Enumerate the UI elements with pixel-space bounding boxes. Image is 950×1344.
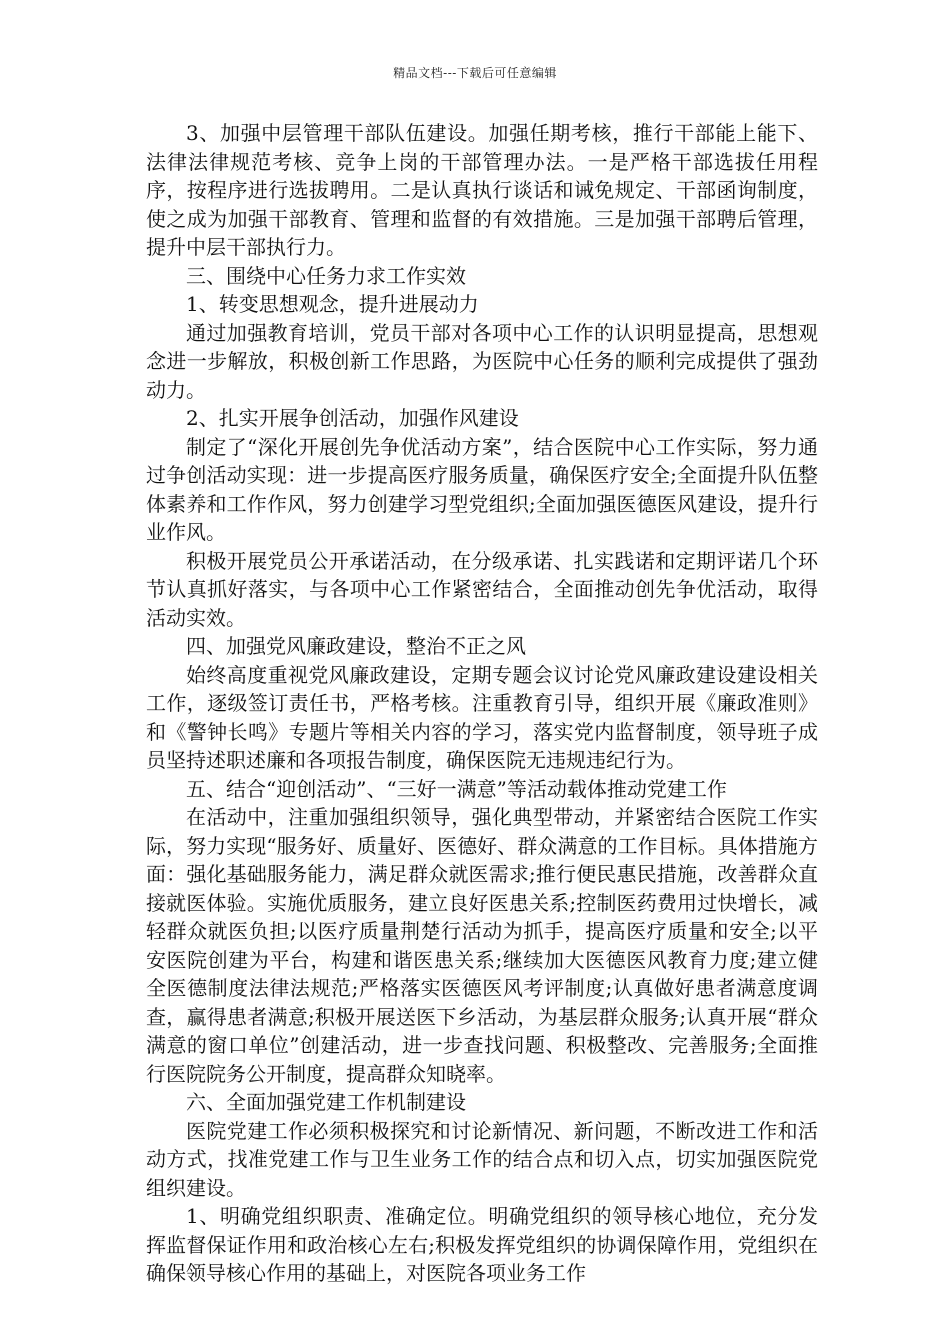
- section-heading: 六、全面加强党建工作机制建设: [186, 1090, 466, 1114]
- paragraph: 积极开展党员公开承诺活动，在分级承诺、扎实践诺和定期评诺几个环节认真抓好落实，与各项中心工作紧密结合，全面推动创先争优活动，取得活动实效。: [146, 548, 818, 630]
- paragraph: 3、加强中层管理干部队伍建设。加强任期考核，推行干部能上能下、法律法律规范考核、竞争上岗的干部管理办法。一是严格干部选拔任用程序，按程序进行选拔聘用。二是认真执行谈话和诫免规定、干部函询制度，使之成为加强干部教育、管理和监督的有效措施。三是加强干部聘后管理，提升中层干部执行力。: [146, 121, 818, 259]
- paragraph: 在活动中，注重加强组织领导，强化典型带动，并紧密结合医院工作实际，努力实现“服务好、质量好、医德好、群众满意的工作目标。具体措施方面：强化基础服务能力，满足群众就医需求;推行便民惠民措施，改善群众直接就医体验。实施优质服务，建立良好医患关系;控制医药费用过快增长，减轻群众就医负担;以医疗质量荆楚行活动为抓手，提高医疗质量和安全;以平安医院创建为平台，构建和谐医患关系;继续加大医德医风教育力度;建立健全医德制度法律法规范;严格落实医德医风考评制度;认真做好患者满意度调查，赢得患者满意;积极开展送医下乡活动，为基层群众服务;认真开展“群众满意的窗口单位”创建活动，进一步查找问题、积极整改、完善服务;全面推行医院院务公开制度，提高群众知晓率。: [146, 805, 818, 1086]
- subsection-heading: 1、转变思想观念，提升进展动力: [186, 292, 479, 316]
- section-heading: 三、围绕中心任务力求工作实效: [186, 263, 466, 288]
- section-heading: 五、结合“迎创活动”、“三好一满意”等活动载体推动党建工作: [186, 776, 727, 801]
- subsection-heading: 2、扎实开展争创活动，加强作风建设: [186, 406, 519, 430]
- paragraph: 1、明确党组织职责、准确定位。明确党组织的领导核心地位，充分发挥监督保证作用和政治核心左右;积极发挥党组织的协调保障作用，党组织在确保领导核心作用的基础上，对医院各项业务工作: [146, 1204, 818, 1285]
- paragraph: 始终高度重视党风廉政建设，定期专题会议讨论党风廉政建设建设相关工作，逐级签订责任书，严格考核。注重教育引导，组织开展《廉政准则》和《警钟长鸣》专题片等相关内容的学习，落实党内监督制度，领导班子成员坚持述职述廉和各项报告制度，确保医院无违规违纪行为。: [146, 662, 818, 772]
- paragraph: 制定了“深化开展创先争优活动方案”，结合医院中心工作实际，努力通过争创活动实现：进一步提高医疗服务质量，确保医疗安全;全面提升队伍整体素养和工作作风，努力创建学习型党组织;全面加强医德医风建设，提升行业作风。: [146, 434, 818, 544]
- document-body: [146, 119, 818, 1288]
- paragraph: 通过加强教育培训，党员干部对各项中心工作的认识明显提高，思想观念进一步解放，积极创新工作思路，为医院中心任务的顺利完成提供了强劲动力。: [146, 320, 818, 402]
- section-heading: 四、加强党风廉政建设，整治不正之风: [186, 634, 526, 658]
- paragraph: 医院党建工作必须积极探究和讨论新情况、新问题，不断改进工作和活动方式，找准党建工作与卫生业务工作的结合点和切入点，切实加强医院党组织建设。: [146, 1118, 818, 1200]
- page-header: 精品文档---下载后可任意编辑: [393, 66, 557, 80]
